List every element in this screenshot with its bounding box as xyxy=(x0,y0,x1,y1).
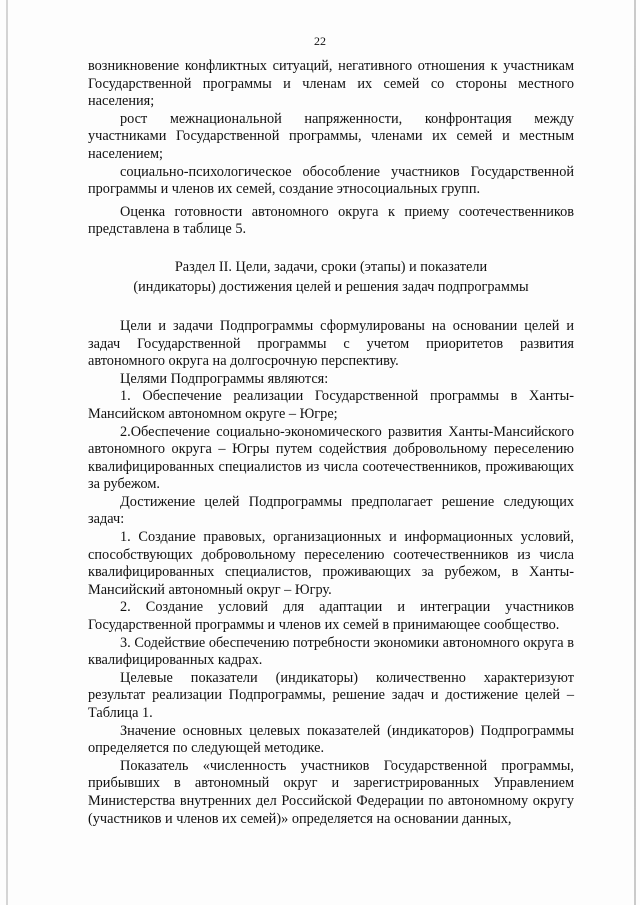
paragraph: 2. Создание условий для адаптации и интеграции участников Государственной программы и членов их семей в принимающее сообщество. xyxy=(88,599,574,634)
paragraph: 2.Обеспечение социально-экономического развития Ханты-Мансийского автономного округа – Югры путем содействия добровольному переселению квалифицированных специалистов из числа соотечественников, проживающих за рубежом. xyxy=(88,423,574,493)
paragraph: 1. Создание правовых, организационных и информационных условий, способствующих добровольному переселению соотечественников из числа квалифицированных специалистов, проживающих за рубежом, в Ханты-Мансийский автономный округ – Югру. xyxy=(88,529,574,598)
document-body xyxy=(88,58,574,828)
paragraph: социально-психологическое обособление участников Государственной программы и членов их семей, создание этносоциальных групп. xyxy=(88,163,574,198)
paragraph: Оценка готовности автономного округа к приему соотечественников представлена в таблице 5. xyxy=(88,203,574,238)
paragraph: рост межнациональной напряженности, конфронтация между участниками Государственной программы, членами их семей и местным населением; xyxy=(88,110,574,162)
paragraph: Целевые показатели (индикаторы) количественно характеризуют результат реализации Подпрограммы, решение задач и достижение целей – Таблица 1. xyxy=(88,669,574,721)
section-heading-line: (индикаторы) достижения целей и решения задач подпрограммы xyxy=(133,278,529,295)
section-heading xyxy=(88,257,574,297)
scan-edge-right xyxy=(634,0,636,905)
paragraph: Показатель «численность участников Государственной программы, прибывших в автономный округ и зарегистрированных Управлением Министерства внутренних дел Российской Федерации по автономному округу (участников и членов их семей)» определяется на основании данных, xyxy=(88,757,574,827)
page-number: 22 xyxy=(314,34,326,48)
paragraph: Значение основных целевых показателей (индикаторов) Подпрограммы определяется по следующей методике. xyxy=(88,722,574,757)
paragraph: 3. Содействие обеспечению потребности экономики автономного округа в квалифицированных кадрах. xyxy=(88,634,574,669)
paragraph: Целями Подпрограммы являются: xyxy=(120,370,329,387)
section-heading-line: Раздел II. Цели, задачи, сроки (этапы) и показатели xyxy=(174,258,488,275)
paragraph: возникновение конфликтных ситуаций, негативного отношения к участникам Государственной программы и членам их семей со стороны местного населения; xyxy=(88,58,574,110)
scan-edge-left xyxy=(6,0,8,905)
paragraph: 1. Обеспечение реализации Государственной программы в Ханты-Мансийском автономном округе – Югре; xyxy=(88,388,574,422)
paragraph: Цели и задачи Подпрограммы сформулированы на основании целей и задач Государственной программы с учетом приоритетов развития автономного округа на долгосрочную перспективу. xyxy=(88,317,574,370)
paragraph: Достижение целей Подпрограммы предполагает решение следующих задач: xyxy=(88,493,574,528)
